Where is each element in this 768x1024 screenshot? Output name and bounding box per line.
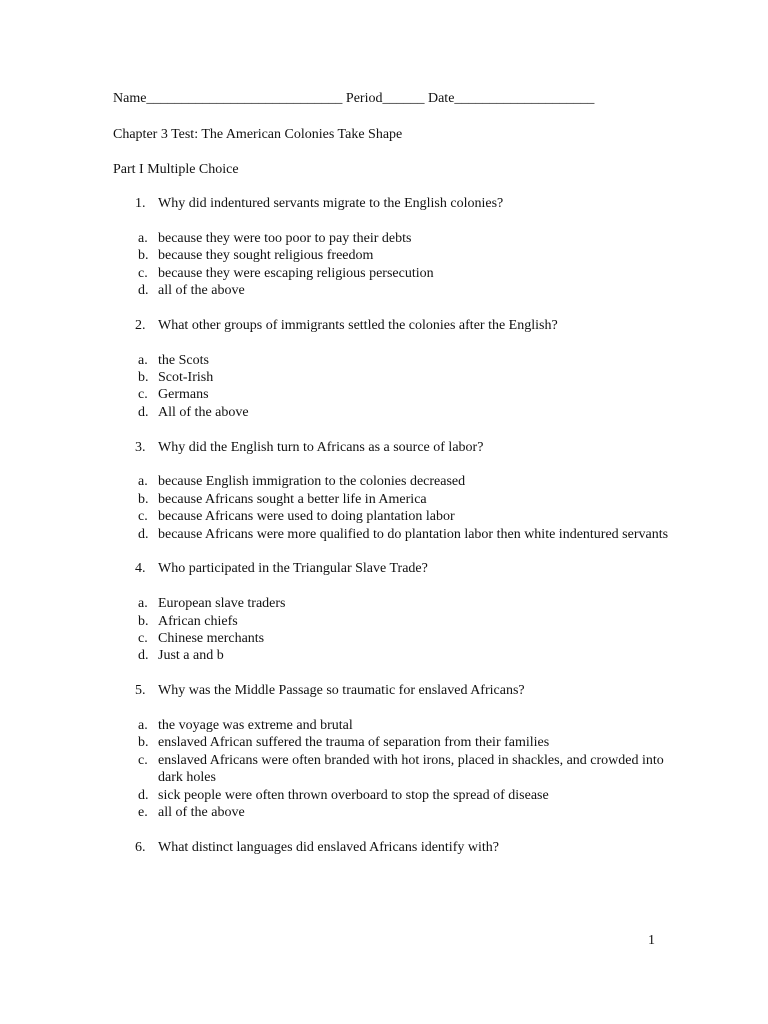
choice-letter: a. [138, 230, 148, 246]
choice-text: all of the above [158, 805, 245, 821]
question-text: Why did the English turn to Africans as a source of labor? [158, 439, 484, 455]
choice-letter: d. [138, 404, 149, 420]
choice-letter: c. [138, 387, 148, 403]
question-text: Who participated in the Triangular Slave Trade? [158, 561, 428, 577]
choice-letter: a. [138, 352, 148, 368]
choice-letter: b. [138, 370, 149, 386]
choice-text: because they sought religious freedom [158, 248, 374, 264]
question-item [113, 439, 673, 543]
choice-text: the Scots [158, 352, 209, 368]
question-item [113, 195, 673, 299]
answer-choice [113, 508, 673, 525]
choice-letter: b. [138, 735, 149, 751]
choice-text: European slave traders [158, 596, 286, 612]
choice-text: Just a and b [158, 648, 224, 664]
question-item [113, 317, 673, 421]
answer-choice [113, 630, 673, 647]
question-text: Why did indentured servants migrate to the English colonies? [158, 196, 504, 211]
choice-letter: b. [138, 491, 149, 507]
choice-letter: d. [138, 526, 149, 542]
page-number: 1 [648, 933, 655, 948]
answer-choice [113, 386, 673, 403]
choice-letter: c. [138, 631, 148, 647]
choice-letter: a. [138, 474, 148, 490]
choice-text: the voyage was extreme and brutal [158, 718, 353, 734]
choice-letter: c. [138, 265, 148, 281]
name-period-date-line: Name____________________________ Period______ Date____________________ [113, 91, 595, 106]
test-title: Chapter 3 Test: The American Colonies Take Shape [113, 127, 403, 142]
choice-text: Scot-Irish [158, 370, 214, 386]
answer-choice [113, 734, 673, 751]
choice-letter: a. [138, 718, 148, 734]
answer-choice [113, 717, 673, 734]
choice-text: Chinese merchants [158, 631, 265, 647]
question-prompt [113, 839, 673, 856]
choice-letter: b. [138, 248, 149, 264]
choice-text: African chiefs [158, 613, 238, 629]
answer-choice [113, 230, 673, 247]
question-prompt [113, 560, 673, 577]
answer-choice [113, 473, 673, 490]
question-text: What distinct languages did enslaved Africans identify with? [158, 839, 499, 855]
choice-letter: e. [138, 805, 148, 821]
answer-choice [113, 491, 673, 508]
choice-text: all of the above [158, 283, 245, 299]
choice-letter: c. [138, 752, 148, 768]
answer-choice [113, 282, 673, 299]
answer-choice [113, 526, 673, 543]
choice-letter: d. [138, 787, 149, 803]
question-text: What other groups of immigrants settled the colonies after the English? [158, 317, 558, 333]
choice-letter: d. [138, 283, 149, 299]
answer-choice [113, 595, 673, 612]
question-prompt [113, 439, 673, 456]
answer-choice [113, 613, 673, 630]
question-number: 6. [135, 839, 146, 855]
answer-choice [113, 752, 673, 787]
answer-choice [113, 247, 673, 264]
question-number: 3. [135, 439, 146, 455]
question-number: 2. [135, 317, 146, 333]
question-item [113, 839, 673, 856]
question-number: 5. [135, 683, 146, 699]
choice-text: enslaved African suffered the trauma of separation from their families [158, 735, 550, 751]
answer-choice [113, 804, 673, 821]
answer-choice [113, 647, 673, 664]
answer-choice [113, 787, 673, 804]
choice-text: Germans [158, 387, 209, 403]
choice-text: because Africans sought a better life in America [158, 491, 427, 507]
answer-choice [113, 265, 673, 282]
question-prompt [113, 682, 673, 699]
choice-text: sick people were often thrown overboard to stop the spread of disease [158, 787, 549, 803]
answer-choice [113, 352, 673, 369]
question-number: 4. [135, 561, 146, 577]
question-item [113, 560, 673, 664]
choice-letter: d. [138, 648, 149, 664]
question-prompt [113, 195, 673, 212]
answer-choice [113, 369, 673, 386]
question-prompt [113, 317, 673, 334]
choice-text: because Africans were more qualified to do plantation labor then white indentured servants [158, 526, 669, 542]
choice-text: because Africans were used to doing plantation labor [158, 509, 455, 525]
question-list [113, 195, 673, 874]
question-text: Why was the Middle Passage so traumatic for enslaved Africans? [158, 683, 525, 699]
answer-choice [113, 404, 673, 421]
choice-text: because they were too poor to pay their debts [158, 230, 412, 246]
choice-letter: b. [138, 613, 149, 629]
choice-letter: c. [138, 509, 148, 525]
choice-letter: a. [138, 596, 148, 612]
choice-text: All of the above [158, 404, 249, 420]
question-item [113, 682, 673, 821]
part-heading: Part I Multiple Choice [113, 162, 239, 177]
choice-text: because English immigration to the colonies decreased [158, 474, 466, 490]
choice-text: enslaved Africans were often branded with hot irons, placed in shackles, and crowded into dark holes [158, 752, 664, 786]
question-number: 1. [135, 196, 146, 211]
choice-text: because they were escaping religious persecution [158, 265, 434, 281]
